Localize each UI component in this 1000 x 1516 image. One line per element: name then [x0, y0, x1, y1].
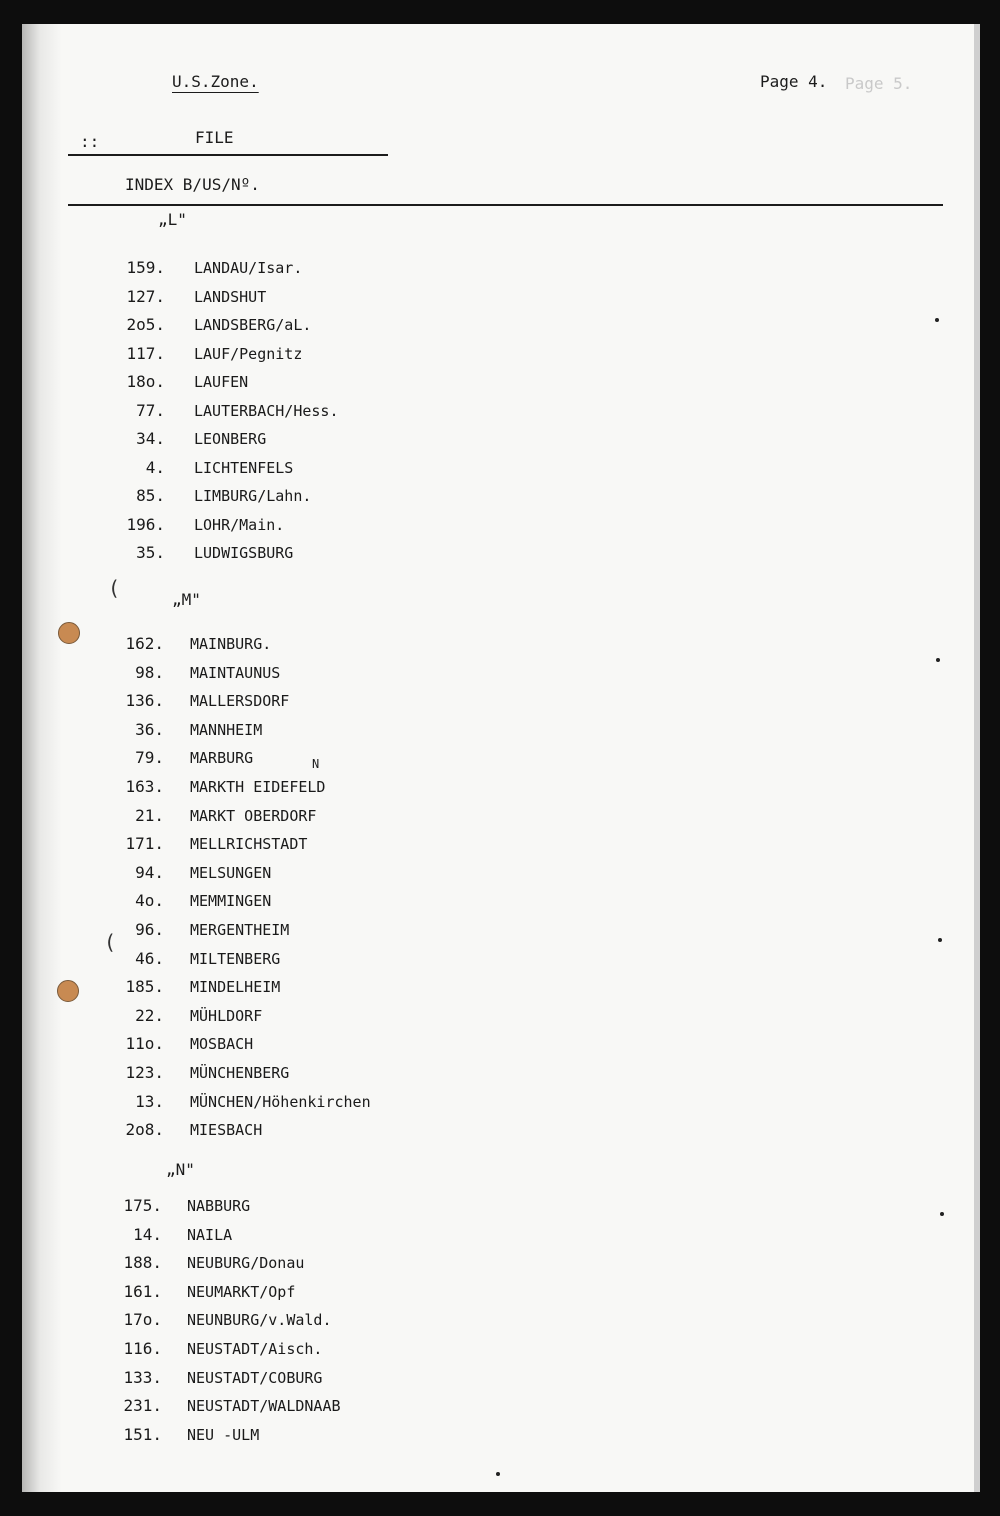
entry-number: 21. [135, 805, 164, 825]
entry-number: 127. [126, 286, 165, 306]
entry-place-name: LEONBERG [194, 430, 267, 448]
entry-place-name: MAINBURG. [190, 635, 272, 653]
index-label: INDEX B/US/Nº. [125, 175, 260, 194]
entry-place-name: NEUNBURG/v.Wald. [187, 1311, 332, 1330]
entry-number: 188. [123, 1253, 162, 1273]
punch-hole-top [58, 622, 80, 644]
entry-place-name: LOHR/Main. [194, 515, 285, 534]
entry-place-name: MERGENTHEIM [190, 921, 290, 939]
entry-place-name: LIMBURG/Lahn. [194, 487, 312, 505]
entry-number: 231. [123, 1396, 162, 1416]
entry-place-name: LAUFEN [194, 373, 249, 391]
entry-place-name: NAILA [187, 1225, 233, 1244]
file-label: FILE [195, 128, 234, 147]
entry-number: 13. [135, 1091, 164, 1111]
entry-number: 34. [136, 429, 165, 448]
entry-place-name: MAINTAUNUS [190, 663, 281, 682]
entry-number: 151. [123, 1424, 162, 1444]
entry-number: 17o. [123, 1310, 162, 1330]
entry-number: 79. [135, 748, 164, 768]
stray-dot [496, 1472, 500, 1476]
entry-place-name: LAUTERBACH/Hess. [194, 401, 339, 420]
section-letter-n: „N" [166, 1160, 195, 1179]
entry-number: 117. [126, 343, 165, 363]
entry-number: 133. [123, 1367, 162, 1387]
entry-place-name: NEU -ULM [187, 1425, 260, 1444]
entry-place-name: LANDAU/Isar. [194, 259, 303, 277]
entry-place-name: MANNHEIM [190, 720, 263, 739]
entry-number: 14. [133, 1224, 162, 1244]
entry-place-name: NEUSTADT/WALDNAAB [187, 1397, 341, 1416]
entry-place-name: LANDSBERG/aL. [194, 316, 312, 334]
entry-number: 94. [135, 862, 164, 882]
entry-number: 136. [125, 691, 164, 711]
entry-place-name: MARKT OBERDORF [190, 806, 317, 825]
entry-number: 2o8. [125, 1120, 164, 1140]
entry-place-name: MINDELHEIM [190, 978, 281, 997]
entry-number: 98. [135, 662, 164, 682]
entry-number: 2o5. [126, 315, 165, 334]
section-letter-l: „L" [158, 210, 187, 229]
entry-place-name: MILTENBERG [190, 949, 281, 968]
entry-number: 185. [125, 977, 164, 997]
entry-place-name: LUDWIGSBURG [194, 544, 294, 562]
entry-place-name: MÜNCHENBERG [190, 1064, 290, 1082]
entry-place-name: NEUBURG/Donau [187, 1254, 305, 1273]
prefix-marks: :: [80, 132, 100, 151]
entry-place-name: NEUSTADT/Aisch. [187, 1340, 323, 1358]
entry-place-name: MALLERSDORF [190, 692, 290, 711]
entry-number: 22. [135, 1005, 164, 1025]
entry-number: 18o. [126, 372, 165, 391]
file-rule [68, 154, 388, 156]
entry-number: 35. [136, 543, 165, 562]
entry-number: 96. [135, 920, 164, 939]
entry-number: 36. [135, 719, 164, 739]
entry-place-name: MOSBACH [190, 1035, 254, 1054]
entry-number: 4o. [135, 891, 164, 911]
index-rule [68, 204, 943, 206]
entry-number: 171. [125, 834, 164, 854]
entry-place-name: MIESBACH [190, 1121, 263, 1140]
document-page [22, 24, 974, 1492]
entry-number: 11o. [125, 1034, 164, 1054]
entry-number: 4. [145, 457, 165, 477]
entry-place-name: LAUF/Pegnitz [194, 344, 303, 363]
entry-place-name: MARBURG [190, 749, 254, 768]
stray-dot [938, 938, 942, 942]
entry-number: 123. [125, 1063, 164, 1082]
entry-number: 162. [125, 634, 164, 653]
page-edge [974, 24, 980, 1492]
entry-number: 159. [126, 258, 165, 277]
stray-dot [935, 318, 939, 322]
entry-number: 116. [123, 1339, 162, 1358]
entry-place-name: MEMMINGEN [190, 892, 272, 911]
pencil-bracket-mark: ( [104, 930, 117, 954]
stray-dot [940, 1212, 944, 1216]
entry-place-name: MELLRICHSTADT [190, 835, 308, 854]
page-number-ghost: Page 5. [845, 74, 913, 93]
entry-place-name: MÜNCHEN/Höhenkirchen [190, 1092, 371, 1111]
entry-place-name: MELSUNGEN [190, 863, 272, 882]
entry-place-name: NEUMARKT/Opf [187, 1282, 296, 1301]
entry-place-name: NEUSTADT/COBURG [187, 1368, 323, 1387]
stray-dot [936, 658, 940, 662]
entry-number: 161. [123, 1281, 162, 1301]
entry-place-name: MARKTH EIDEFELD [190, 778, 326, 796]
entry-number: 196. [126, 514, 165, 534]
insertion-mark: N [312, 757, 320, 771]
zone-heading: U.S.Zone. [172, 72, 259, 91]
entry-number: 175. [123, 1196, 162, 1215]
section-letter-m: „M" [172, 590, 201, 609]
punch-hole-bottom [57, 980, 79, 1002]
entry-place-name: MÜHLDORF [190, 1006, 263, 1025]
entry-number: 85. [136, 486, 165, 505]
binding-shadow [22, 24, 62, 1492]
entry-place-name: NABBURG [187, 1197, 251, 1215]
entry-number: 77. [136, 400, 165, 420]
page-number: Page 4. [760, 72, 828, 91]
entry-place-name: LANDSHUT [194, 287, 267, 306]
entry-place-name: LICHTENFELS [194, 458, 294, 477]
pencil-bracket-mark: ( [108, 576, 121, 600]
entry-number: 163. [125, 777, 164, 796]
entry-number: 46. [135, 948, 164, 968]
